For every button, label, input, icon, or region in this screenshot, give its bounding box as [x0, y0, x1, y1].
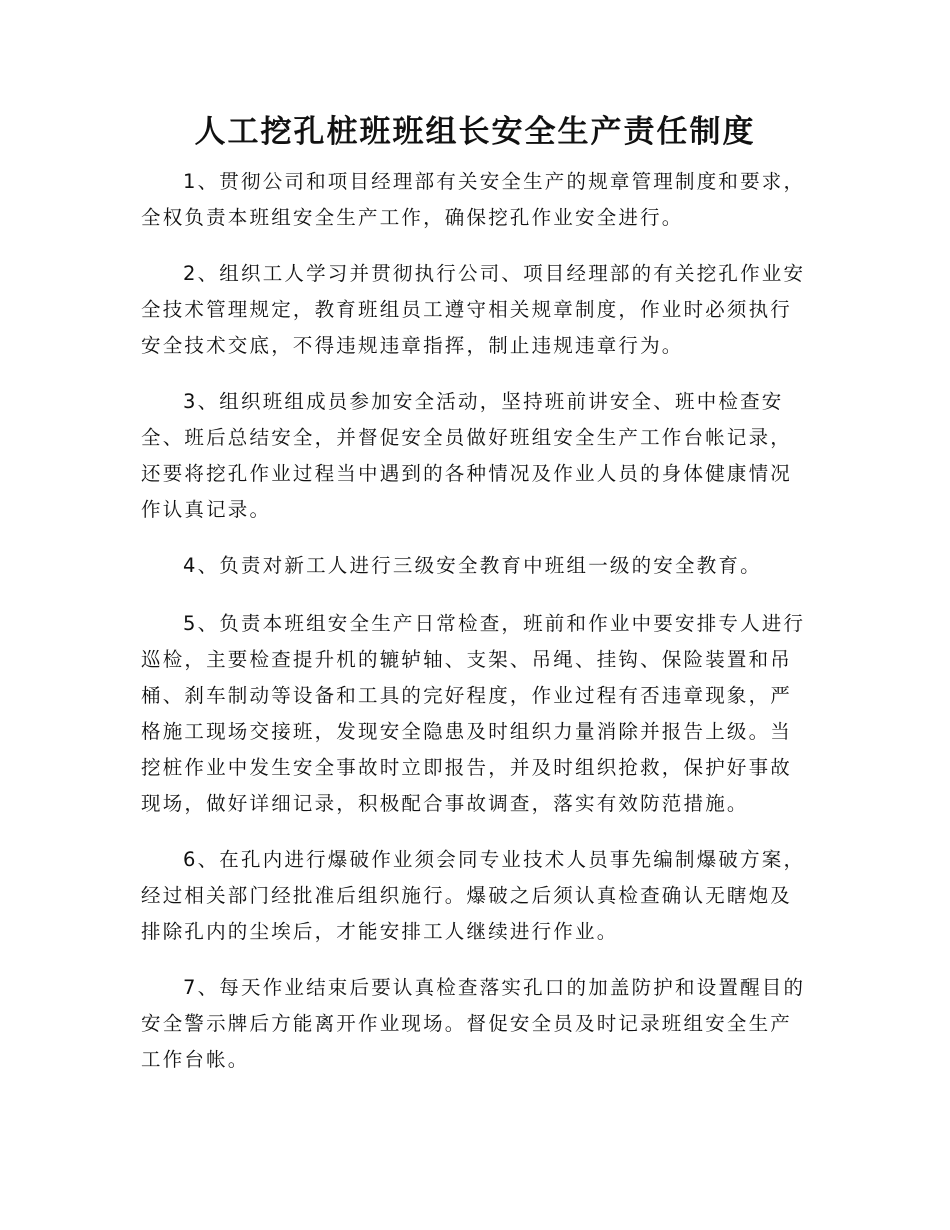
paragraph-7: 7、每天作业结束后要认真检查落实孔口的加盖防护和设置醒目的安全警示牌后方能离开作业现场。督促安全员及时记录班组安全生产工作台帐。 — [141, 976, 806, 1071]
paragraph-2: 2、组织工人学习并贯彻执行公司、项目经理部的有关挖孔作业安全技术管理规定，教育班组员工遵守相关规章制度，作业时必须执行安全技术交底，不得违规违章指挥，制止违规违章行为。 — [141, 262, 806, 357]
paragraph-1: 1、贯彻公司和项目经理部有关安全生产的规章管理制度和要求，全权负责本班组安全生产工作，确保挖孔作业安全进行。 — [141, 170, 806, 229]
paragraph-4: 4、负责对新工人进行三级安全教育中班组一级的安全教育。 — [183, 554, 762, 577]
paragraph-5: 5、负责本班组安全生产日常检查，班前和作业中要安排专人进行巡检，主要检查提升机的辘轳轴、支架、吊绳、挂钩、保险装置和吊桶、刹车制动等设备和工具的完好程度，作业过程有否违章现象，严格施工现场交接班，发现安全隐患及时组织力量消除并报告上级。当挖桩作业中发生安全事故时立即报告，并及时组织抢救，保护好事故现场，做好详细记录，积极配合事故调查，落实有效防范措施。 — [141, 612, 806, 815]
document-title: 人工挖孔桩班班组长安全生产责任制度 — [194, 114, 756, 150]
paragraph-3: 3、组织班组成员参加安全活动，坚持班前讲安全、班中检查安全、班后总结安全，并督促安全员做好班组安全生产工作台帐记录，还要将挖孔作业过程当中遇到的各种情况及作业人员的身体健康情况作认真记录。 — [141, 390, 793, 521]
document-body — [141, 164, 809, 1098]
paragraph-6: 6、在孔内进行爆破作业须会同专业技术人员事先编制爆破方案，经过相关部门经批准后组织施行。爆破之后须认真检查确认无瞎炮及排除孔内的尘埃后，才能安排工人继续进行作业。 — [141, 848, 806, 943]
